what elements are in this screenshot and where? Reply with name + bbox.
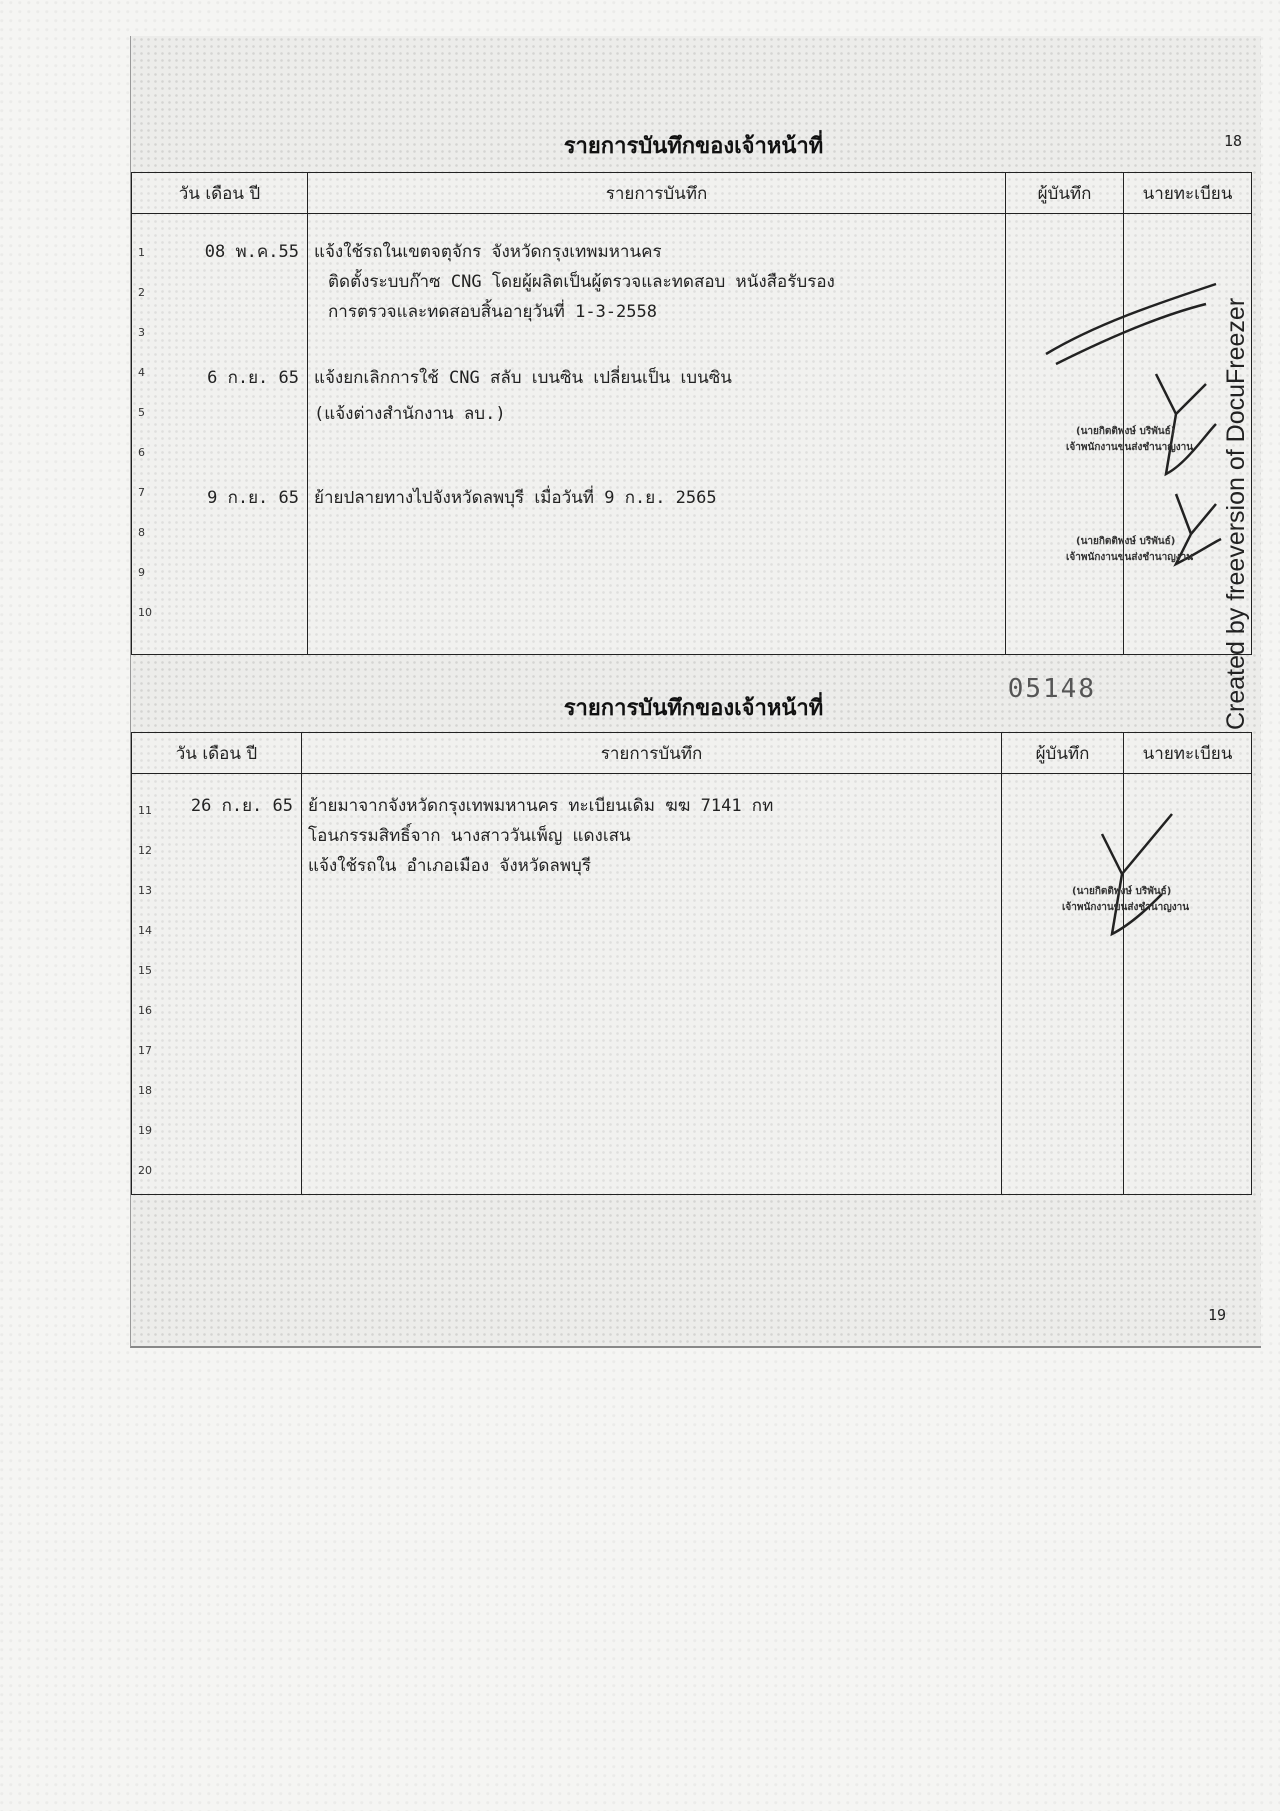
stamp-role: เจ้าพนักงานขนส่งชำนาญงาน	[1066, 552, 1194, 563]
line-number: 14	[138, 924, 152, 937]
recorder-column	[1006, 214, 1194, 655]
watermark-text: Created by freeversion of DocuFreezer	[1222, 297, 1250, 730]
line-number: 8	[138, 526, 145, 539]
header-record: รายการบันทึก	[302, 733, 1002, 774]
stamp-name: (นายกิตติพงษ์ บริพันธ์)	[1076, 426, 1176, 437]
line-number: 18	[138, 1084, 152, 1097]
entry-text: โอนกรรมสิทธิ์จาก นางสาววันเพ็ญ แดงเสน	[308, 826, 631, 846]
page-number: 18	[1223, 132, 1242, 150]
header-date: วัน เดือน ปี	[132, 173, 308, 214]
line-number: 5	[138, 406, 145, 419]
line-number: 1	[138, 246, 145, 259]
line-number: 6	[138, 446, 145, 459]
page-number: 19	[1207, 1306, 1226, 1324]
stamp-name: (นายกิตติพงษ์ บริพันธ์)	[1072, 886, 1172, 897]
entry-text: ย้ายมาจากจังหวัดกรุงเทพมหานคร ทะเบียนเดิม ฆฆ 7141 กท	[308, 796, 774, 816]
line-number: 11	[138, 804, 152, 817]
line-number: 17	[138, 1044, 152, 1057]
table-body-row	[132, 774, 1252, 1195]
line-number: 2	[138, 286, 145, 299]
recorder-column	[1002, 774, 1190, 1195]
date-column	[132, 774, 302, 1195]
entry-text: (แจ้งต่างสำนักงาน ลบ.)	[314, 404, 506, 424]
stamp-name: (นายกิตติพงษ์ บริพันธ์)	[1076, 536, 1176, 547]
line-number: 4	[138, 366, 145, 379]
record-card-top	[131, 76, 1256, 658]
card-title: รายการบันทึกของเจ้าหน้าที่	[563, 133, 824, 159]
record-column	[308, 214, 1006, 655]
header-registrar: นายทะเบียน	[1124, 173, 1252, 214]
header-date: วัน เดือน ปี	[132, 733, 302, 774]
table-header-row	[132, 173, 1252, 214]
entry-text: แจ้งใช้รถใน อำเภอเมือง จังหวัดลพบุรี	[308, 856, 591, 876]
table-body-row	[132, 214, 1252, 655]
line-number: 7	[138, 486, 145, 499]
entry-date: 08 พ.ค.55	[204, 242, 299, 262]
line-number: 9	[138, 566, 145, 579]
stamp-role: เจ้าพนักงานขนส่งชำนาญงาน	[1062, 902, 1190, 913]
record-card-bottom	[131, 674, 1256, 1324]
line-number: 20	[138, 1164, 152, 1177]
line-number: 3	[138, 326, 145, 339]
header-record: รายการบันทึก	[308, 173, 1006, 214]
entry-date: 6 ก.ย. 65	[207, 368, 299, 388]
entry-text: แจ้งใช้รถในเขตจตุจักร จังหวัดกรุงเทพมหานคร	[314, 242, 662, 262]
record-table	[131, 172, 1252, 655]
date-column	[132, 214, 308, 655]
line-number: 13	[138, 884, 152, 897]
line-number: 12	[138, 844, 152, 857]
entry-date: 26 ก.ย. 65	[190, 796, 293, 816]
record-table	[131, 732, 1252, 1195]
card-title: รายการบันทึกของเจ้าหน้าที่	[563, 695, 824, 721]
line-number: 19	[138, 1124, 152, 1137]
line-number: 15	[138, 964, 152, 977]
header-recorder: ผู้บันทึก	[1002, 733, 1124, 774]
header-recorder: ผู้บันทึก	[1006, 173, 1124, 214]
table-header-row	[132, 733, 1252, 774]
entry-date: 9 ก.ย. 65	[207, 488, 299, 508]
entry-text: การตรวจและทดสอบสิ้นอายุวันที่ 1-3-2558	[328, 302, 657, 322]
serial-number: 05148	[1007, 674, 1096, 704]
record-column	[302, 774, 1002, 1195]
registrar-column	[1124, 774, 1252, 1195]
entry-text: ย้ายปลายทางไปจังหวัดลพบุรี เมื่อวันที่ 9 ก.ย. 2565	[314, 488, 717, 508]
entry-text: ติดตั้งระบบก๊าซ CNG โดยผู้ผลิตเป็นผู้ตรวจและทดสอบ หนังสือรับรอง	[328, 272, 835, 292]
line-number: 10	[138, 606, 152, 619]
document-page	[130, 36, 1261, 1348]
entry-text: แจ้งยกเลิกการใช้ CNG สลับ เบนซิน เปลี่ยนเป็น เบนซิน	[314, 368, 732, 388]
stamp-role: เจ้าพนักงานขนส่งชำนาญงาน	[1066, 442, 1194, 453]
line-number: 16	[138, 1004, 152, 1017]
header-registrar: นายทะเบียน	[1124, 733, 1252, 774]
